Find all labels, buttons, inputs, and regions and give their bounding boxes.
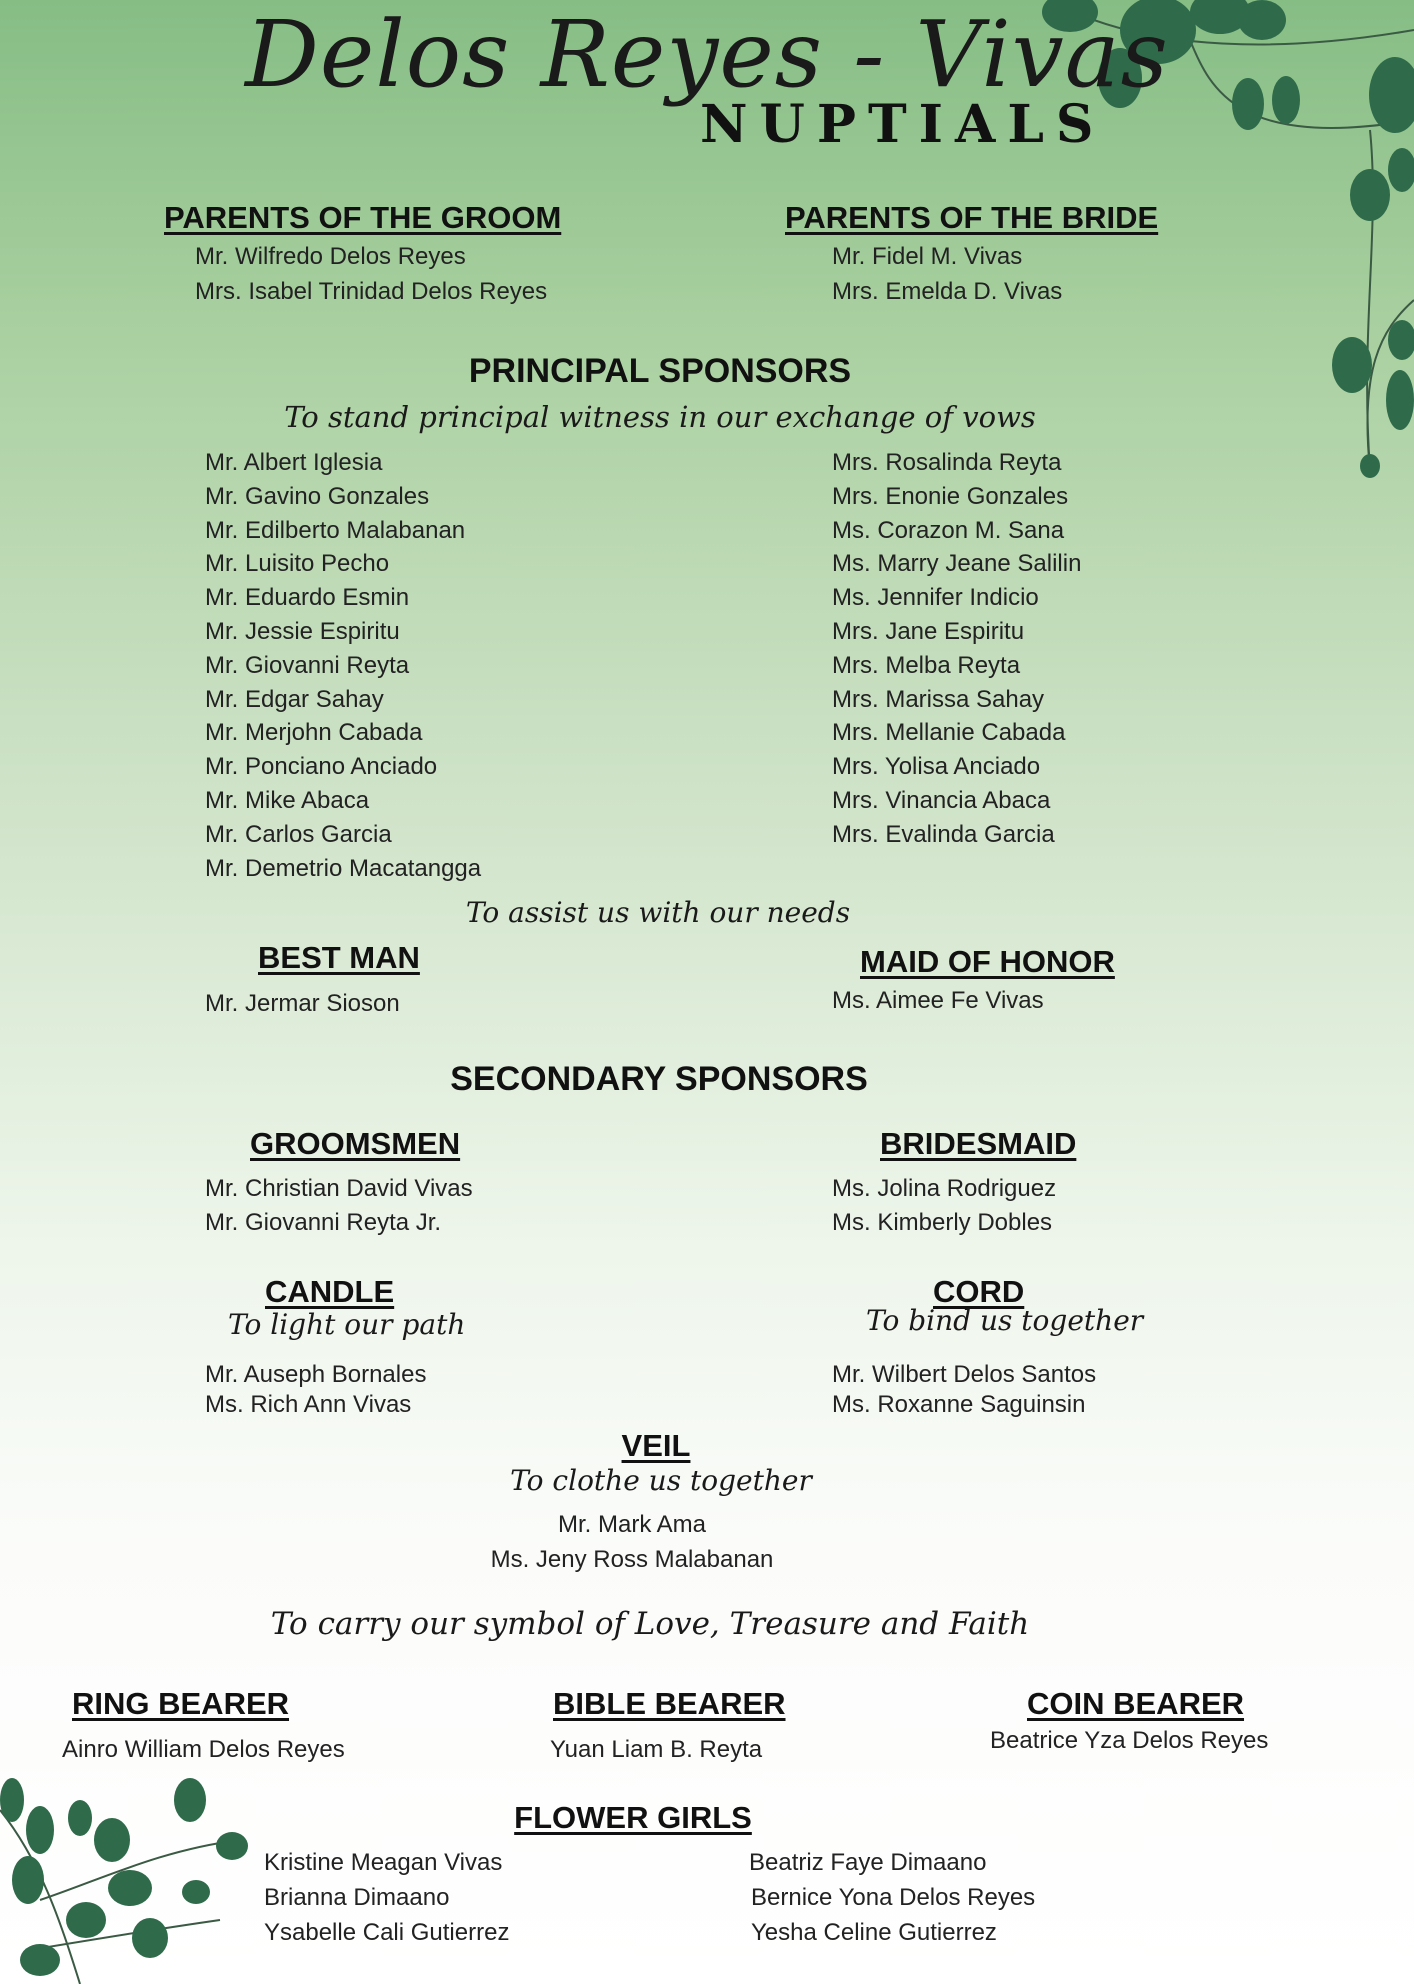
flower-girl-name: Ysabelle Cali Gutierrez bbox=[264, 1919, 510, 1946]
assist-subtitle: To assist us with our needs bbox=[465, 896, 851, 929]
parents-groom-heading: PARENTS OF THE GROOM bbox=[164, 200, 562, 235]
parents-groom-name: Mr. Wilfredo Delos Reyes bbox=[195, 243, 466, 270]
groomsmen-heading: GROOMSMEN bbox=[250, 1126, 461, 1161]
sponsor-name: Mr. Albert Iglesia bbox=[205, 449, 383, 476]
principal-sponsors-right-list bbox=[832, 446, 1081, 852]
bridesmaid-heading: BRIDESMAID bbox=[880, 1126, 1077, 1161]
veil-heading: VEIL bbox=[621, 1428, 691, 1463]
sponsor-name: Mr. Ponciano Anciado bbox=[205, 753, 438, 781]
groomsman-name: Mr. Giovanni Reyta Jr. bbox=[205, 1209, 442, 1236]
sponsor-name: Mr. Jessie Espiritu bbox=[205, 617, 400, 645]
parents-bride-name: Mr. Fidel M. Vivas bbox=[832, 243, 1023, 270]
secondary-sponsors-heading: SECONDARY SPONSORS bbox=[450, 1060, 868, 1098]
sponsor-name: Ms. Corazon M. Sana bbox=[832, 516, 1065, 544]
flower-girl-name: Yesha Celine Gutierrez bbox=[751, 1919, 997, 1946]
principal-sponsors-heading: PRINCIPAL SPONSORS bbox=[468, 352, 852, 390]
maid-of-honor-heading: MAID OF HONOR bbox=[860, 944, 1115, 979]
cord-heading: CORD bbox=[933, 1274, 1025, 1309]
best-man-name: Mr. Jermar Sioson bbox=[205, 990, 400, 1017]
sponsor-name: Mrs. Evalinda Garcia bbox=[832, 820, 1055, 848]
coin-bearer-name: Beatrice Yza Delos Reyes bbox=[990, 1727, 1269, 1754]
sponsor-name: Mrs. Mellanie Cabada bbox=[832, 719, 1066, 747]
parents-groom-name: Mrs. Isabel Trinidad Delos Reyes bbox=[195, 278, 548, 305]
parents-bride-name: Mrs. Emelda D. Vivas bbox=[832, 278, 1063, 305]
bridesmaid-name: Ms. Kimberly Dobles bbox=[832, 1209, 1053, 1236]
bible-bearer-heading: BIBLE BEARER bbox=[553, 1686, 786, 1721]
cord-sponsor-name: Ms. Roxanne Saguinsin bbox=[832, 1391, 1086, 1418]
veil-sponsor-name: Mr. Mark Ama bbox=[557, 1511, 707, 1538]
principal-sponsors-left-list bbox=[205, 446, 481, 885]
candle-heading: CANDLE bbox=[265, 1274, 395, 1309]
maid-of-honor-name: Ms. Aimee Fe Vivas bbox=[832, 987, 1044, 1014]
flower-girls-heading: FLOWER GIRLS bbox=[514, 1800, 752, 1835]
flower-girl-name: Beatriz Faye Dimaano bbox=[749, 1849, 987, 1876]
sponsor-name: Mr. Mike Abaca bbox=[205, 786, 370, 814]
flower-girl-name: Kristine Meagan Vivas bbox=[264, 1849, 503, 1876]
sponsor-name: Mr. Edilberto Malabanan bbox=[205, 516, 466, 544]
principal-sponsors-subtitle: To stand principal witness in our exchange of vows bbox=[284, 400, 1036, 434]
sponsor-name: Mr. Luisito Pecho bbox=[205, 550, 390, 578]
veil-subtitle: To clothe us together bbox=[510, 1464, 812, 1497]
sponsor-name: Mrs. Melba Reyta bbox=[832, 651, 1021, 679]
sponsor-name: Mr. Merjohn Cabada bbox=[205, 719, 423, 747]
sponsor-name: Mrs. Vinancia Abaca bbox=[832, 786, 1051, 814]
sponsor-name: Mrs. Rosalinda Reyta bbox=[832, 449, 1062, 476]
sponsor-name: Mr. Demetrio Macatangga bbox=[205, 854, 482, 882]
flower-girl-name: Bernice Yona Delos Reyes bbox=[751, 1884, 1036, 1911]
cord-subtitle: To bind us together bbox=[866, 1304, 1144, 1337]
couple-names-title: Delos Reyes - Vivas bbox=[245, 1, 1169, 108]
sponsor-name: Mr. Carlos Garcia bbox=[205, 820, 392, 848]
sponsor-name: Mr. Eduardo Esmin bbox=[205, 584, 410, 612]
flower-girl-name: Brianna Dimaano bbox=[264, 1884, 450, 1911]
candle-subtitle: To light our path bbox=[228, 1308, 466, 1341]
best-man-heading: BEST MAN bbox=[258, 940, 420, 975]
candle-sponsor-name: Mr. Auseph Bornales bbox=[205, 1361, 427, 1388]
sponsor-name: Mrs. Enonie Gonzales bbox=[832, 482, 1069, 510]
sponsor-name: Ms. Marry Jeane Salilin bbox=[832, 550, 1082, 578]
parents-bride-heading: PARENTS OF THE BRIDE bbox=[785, 200, 1159, 235]
groomsman-name: Mr. Christian David Vivas bbox=[205, 1175, 473, 1202]
sponsor-name: Mrs. Marissa Sahay bbox=[832, 685, 1045, 713]
coin-bearer-heading: COIN BEARER bbox=[1027, 1686, 1245, 1721]
nuptials-title: NUPTIALS bbox=[700, 94, 1106, 155]
sponsor-name: Mr. Giovanni Reyta bbox=[205, 651, 410, 679]
veil-sponsor-name: Ms. Jeny Ross Malabanan bbox=[490, 1546, 774, 1573]
candle-sponsor-name: Ms. Rich Ann Vivas bbox=[205, 1391, 412, 1418]
sponsor-name: Mrs. Yolisa Anciado bbox=[832, 753, 1041, 781]
ring-bearer-name: Ainro William Delos Reyes bbox=[62, 1736, 345, 1763]
sponsor-name: Ms. Jennifer Indicio bbox=[832, 584, 1039, 612]
bible-bearer-name: Yuan Liam B. Reyta bbox=[550, 1736, 763, 1763]
sponsor-name: Mrs. Jane Espiritu bbox=[832, 617, 1025, 645]
sponsor-name: Mr. Gavino Gonzales bbox=[205, 482, 430, 510]
symbol-subtitle: To carry our symbol of Love, Treasure and Faith bbox=[270, 1606, 1030, 1642]
cord-sponsor-name: Mr. Wilbert Delos Santos bbox=[832, 1361, 1097, 1388]
sponsor-name: Mr. Edgar Sahay bbox=[205, 685, 384, 713]
bridesmaid-name: Ms. Jolina Rodriguez bbox=[832, 1175, 1057, 1202]
ring-bearer-heading: RING BEARER bbox=[72, 1686, 290, 1721]
